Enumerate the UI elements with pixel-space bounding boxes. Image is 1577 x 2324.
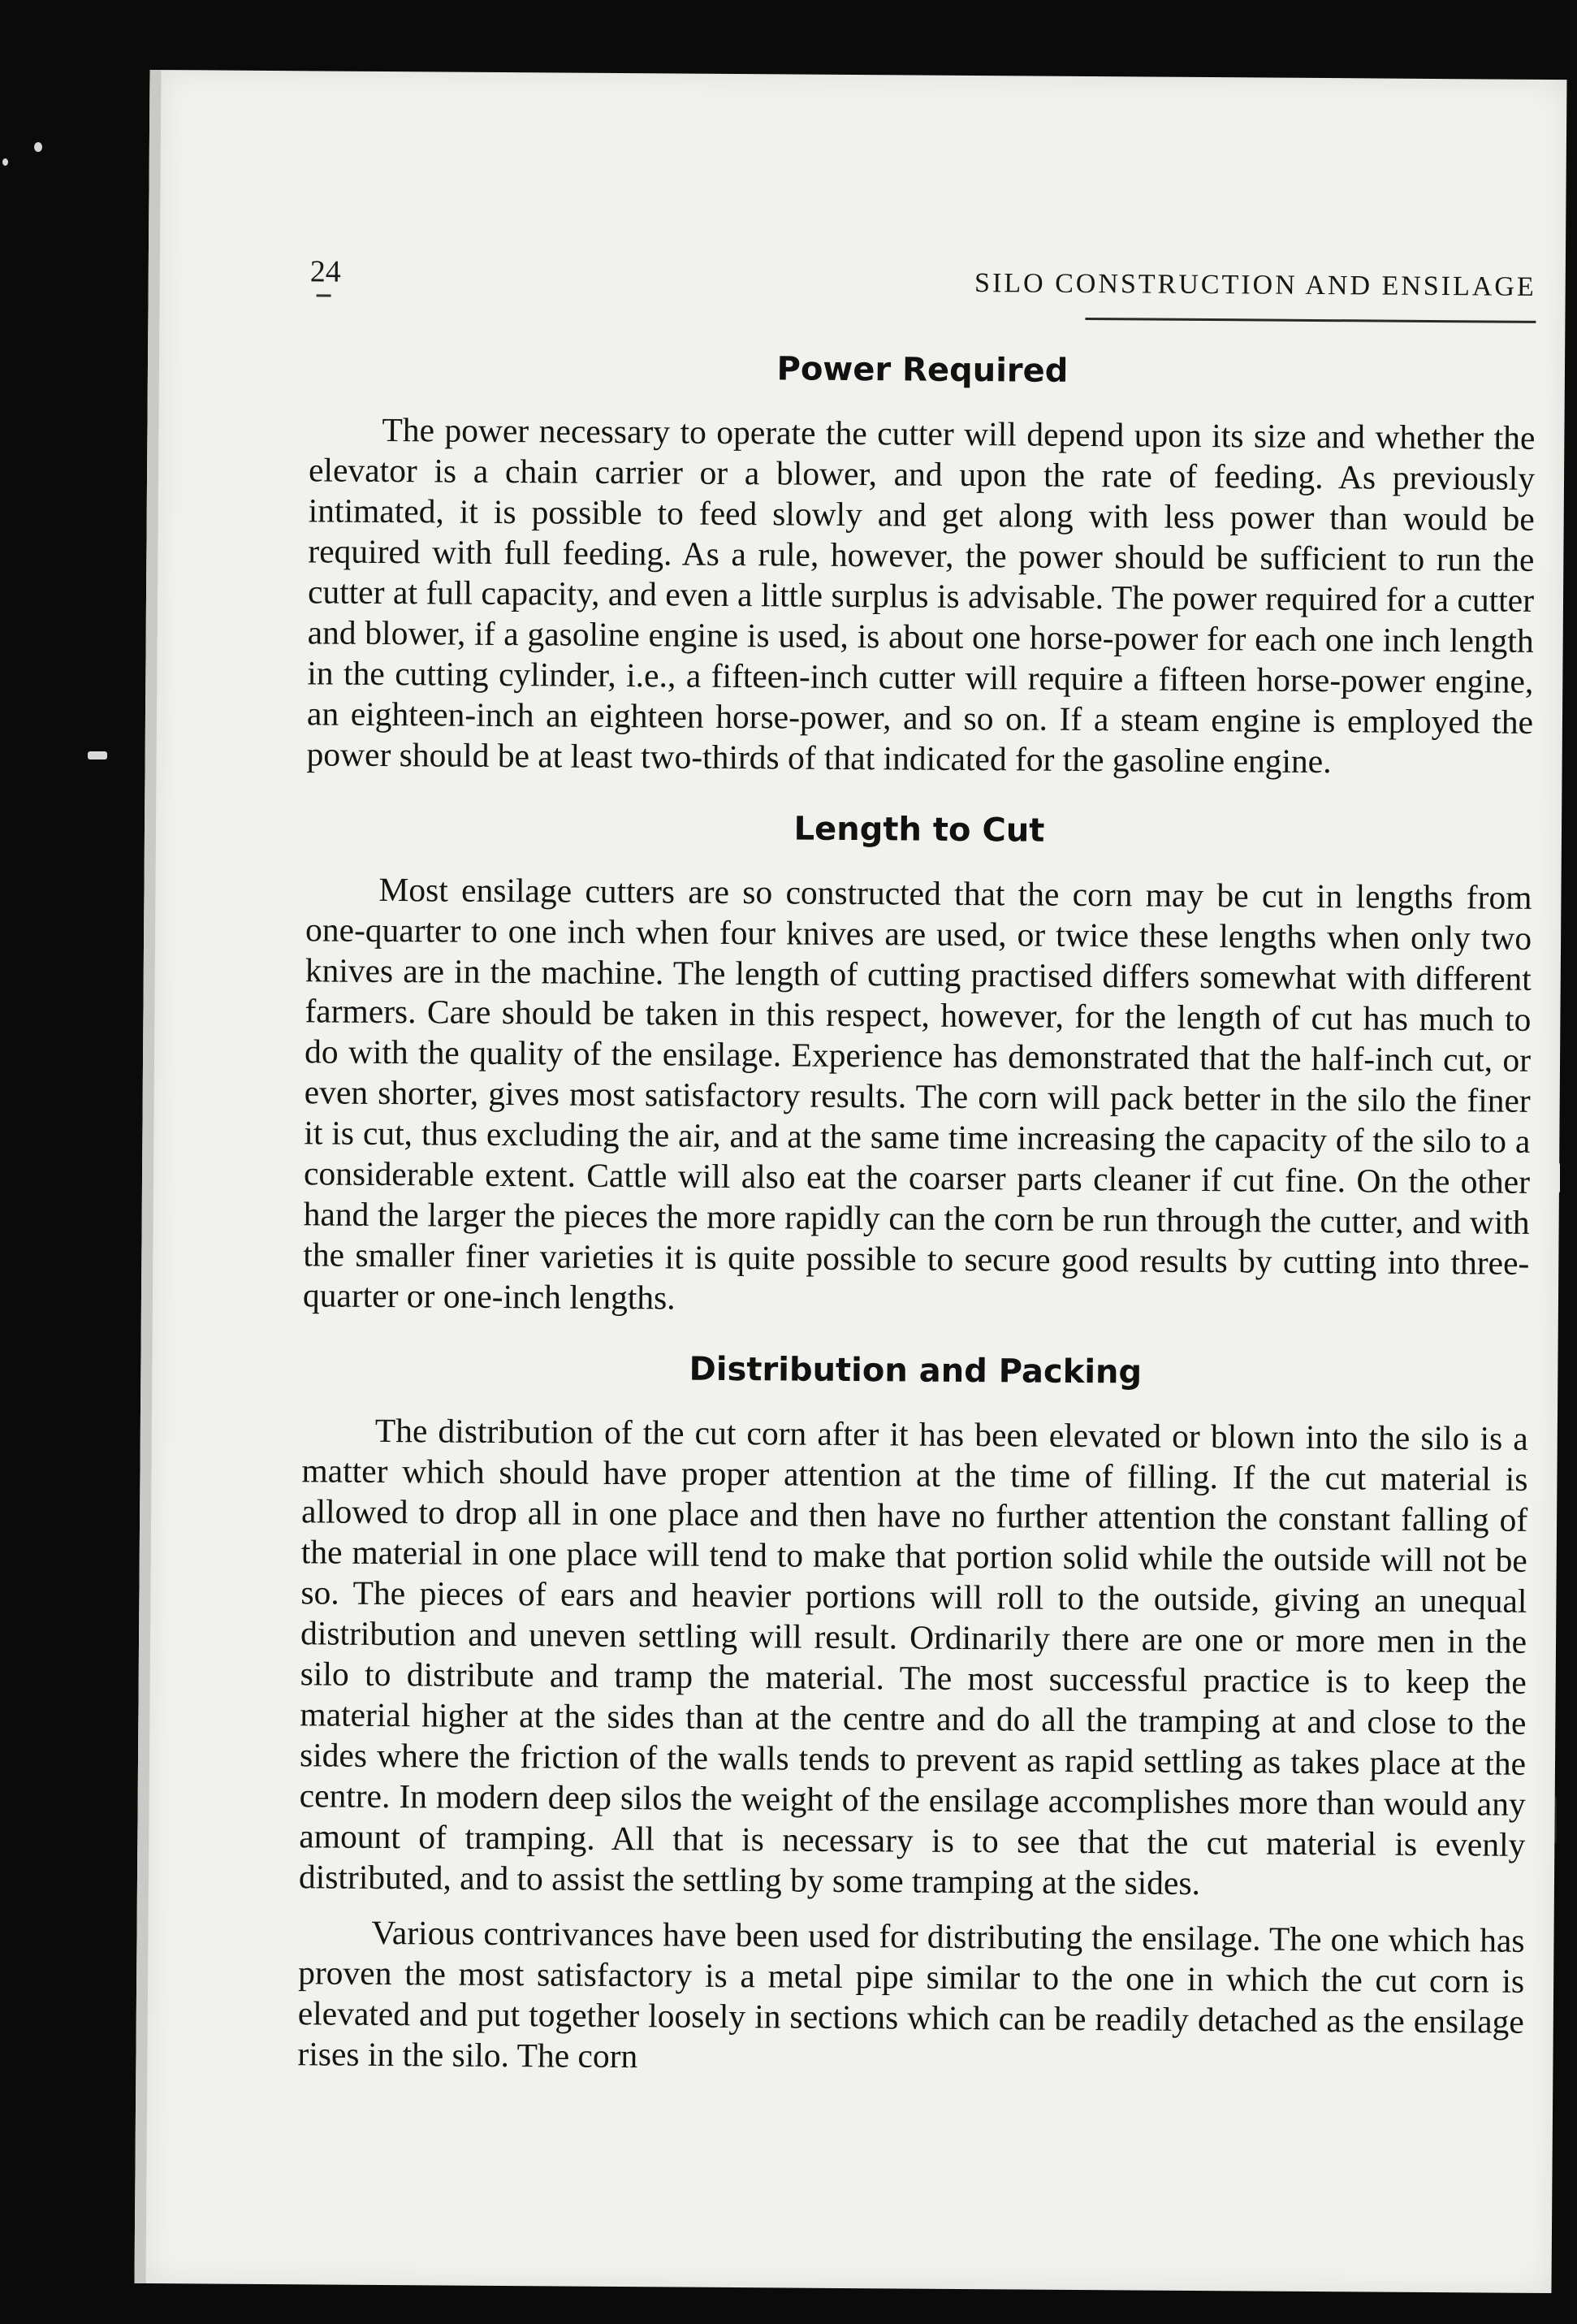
page-header (310, 253, 1536, 311)
header-rule (1085, 318, 1536, 323)
section-length-to-cut (303, 807, 1532, 1324)
scanned-page (135, 70, 1567, 2293)
paragraph: The power necessary to operate the cutter will depend upon its size and whether the elevator is a chain carrier or a blower, and upon the rate of feeding. As previously intimated, it is possible to feed slowly and get along with less power than would be required with full feeding. As a rule, however, the power should be sufficient to run the cutter at full capacity, and even a little surplus is advisable. The power required for a cutter and blower, if a gasoline engine is used, is about one horse-power for each one inch length in the cutting cylinder, i.e., a fifteen-inch cutter will require a fifteen horse-power engine, an eighteen-inch an eighteen horse-power, and so on. If a steam engine is employed the power should be at least two-thirds of that indicated for the gasoline engine. (306, 410, 1536, 781)
paragraph: Various contrivances have been used for distributing the ensilage. The one which has proven the most satisfactory is a metal pipe similar to the one in which the cut corn is elevated and put together loosely in sections which can be readily detached as the ensilage rises in the silo. The corn (297, 1913, 1525, 2075)
section-heading: Length to Cut (793, 810, 1045, 850)
page-number: 24 (309, 254, 341, 289)
dust-speck (88, 751, 107, 760)
page-number-rule (317, 294, 331, 296)
paragraph: The distribution of the cut corn after it has been elevated or blown into the silo is a matter which should have proper attention at the time of filling. If the cut material is allowed to drop all in one place and then have no further attention the constant falling of the material in one place will tend to make that portion solid while the outside will not be so. The pieces of ears and heavier portions will roll to the outside, giving an unequal distribution and uneven settling will result. Ordinarily there are one or more men in the silo to distribute and tramp the material. The most successful practice is to keep the material higher at the sides than at the centre and do all the tramping at and close to the sides where the friction of the walls tends to prevent as rapid settling as takes place at the centre. In modern deep silos the weight of the ensilage accomplishes more than would any amount of tramping. All that is necessary is to see that the cut material is evenly distributed, and to assist the settling by some tramping at the sides. (298, 1411, 1528, 1902)
running-head: SILO CONSTRUCTION AND ENSILAGE (974, 268, 1536, 302)
section-heading: Power Required (776, 350, 1069, 390)
section-heading: Distribution and Packing (689, 1350, 1143, 1391)
page-body (297, 347, 1536, 2114)
section-distribution-and-packing (297, 1348, 1528, 2083)
dust-speck (2, 158, 8, 166)
dust-speck (34, 142, 42, 152)
paragraph: Most ensilage cutters are so constructed that the corn may be cut in lengths from one-quarter to one inch when four knives are used, or twice these lengths when only two knives are in the machine. The length of cutting practised differs somewhat with different farmers. Care should be taken in this respect, however, for the length of cut has much to do with the quality of the ensilage. Experience has demonstrated that the half-inch cut, or even shorter, gives most satisfactory results. The corn will pack better in the silo the finer it is cut, thus excluding the air, and at the same time increasing the capacity of the silo to a considerable extent. Cattle will also eat the coarser parts cleaner if cut fine. On the other hand the larger the pieces the more rapidly can the corn be run through the cutter, and with the smaller finer varieties it is quite possible to secure good results by cutting into three-quarter or one-inch lengths. (302, 870, 1532, 1317)
section-power-required (306, 347, 1536, 783)
